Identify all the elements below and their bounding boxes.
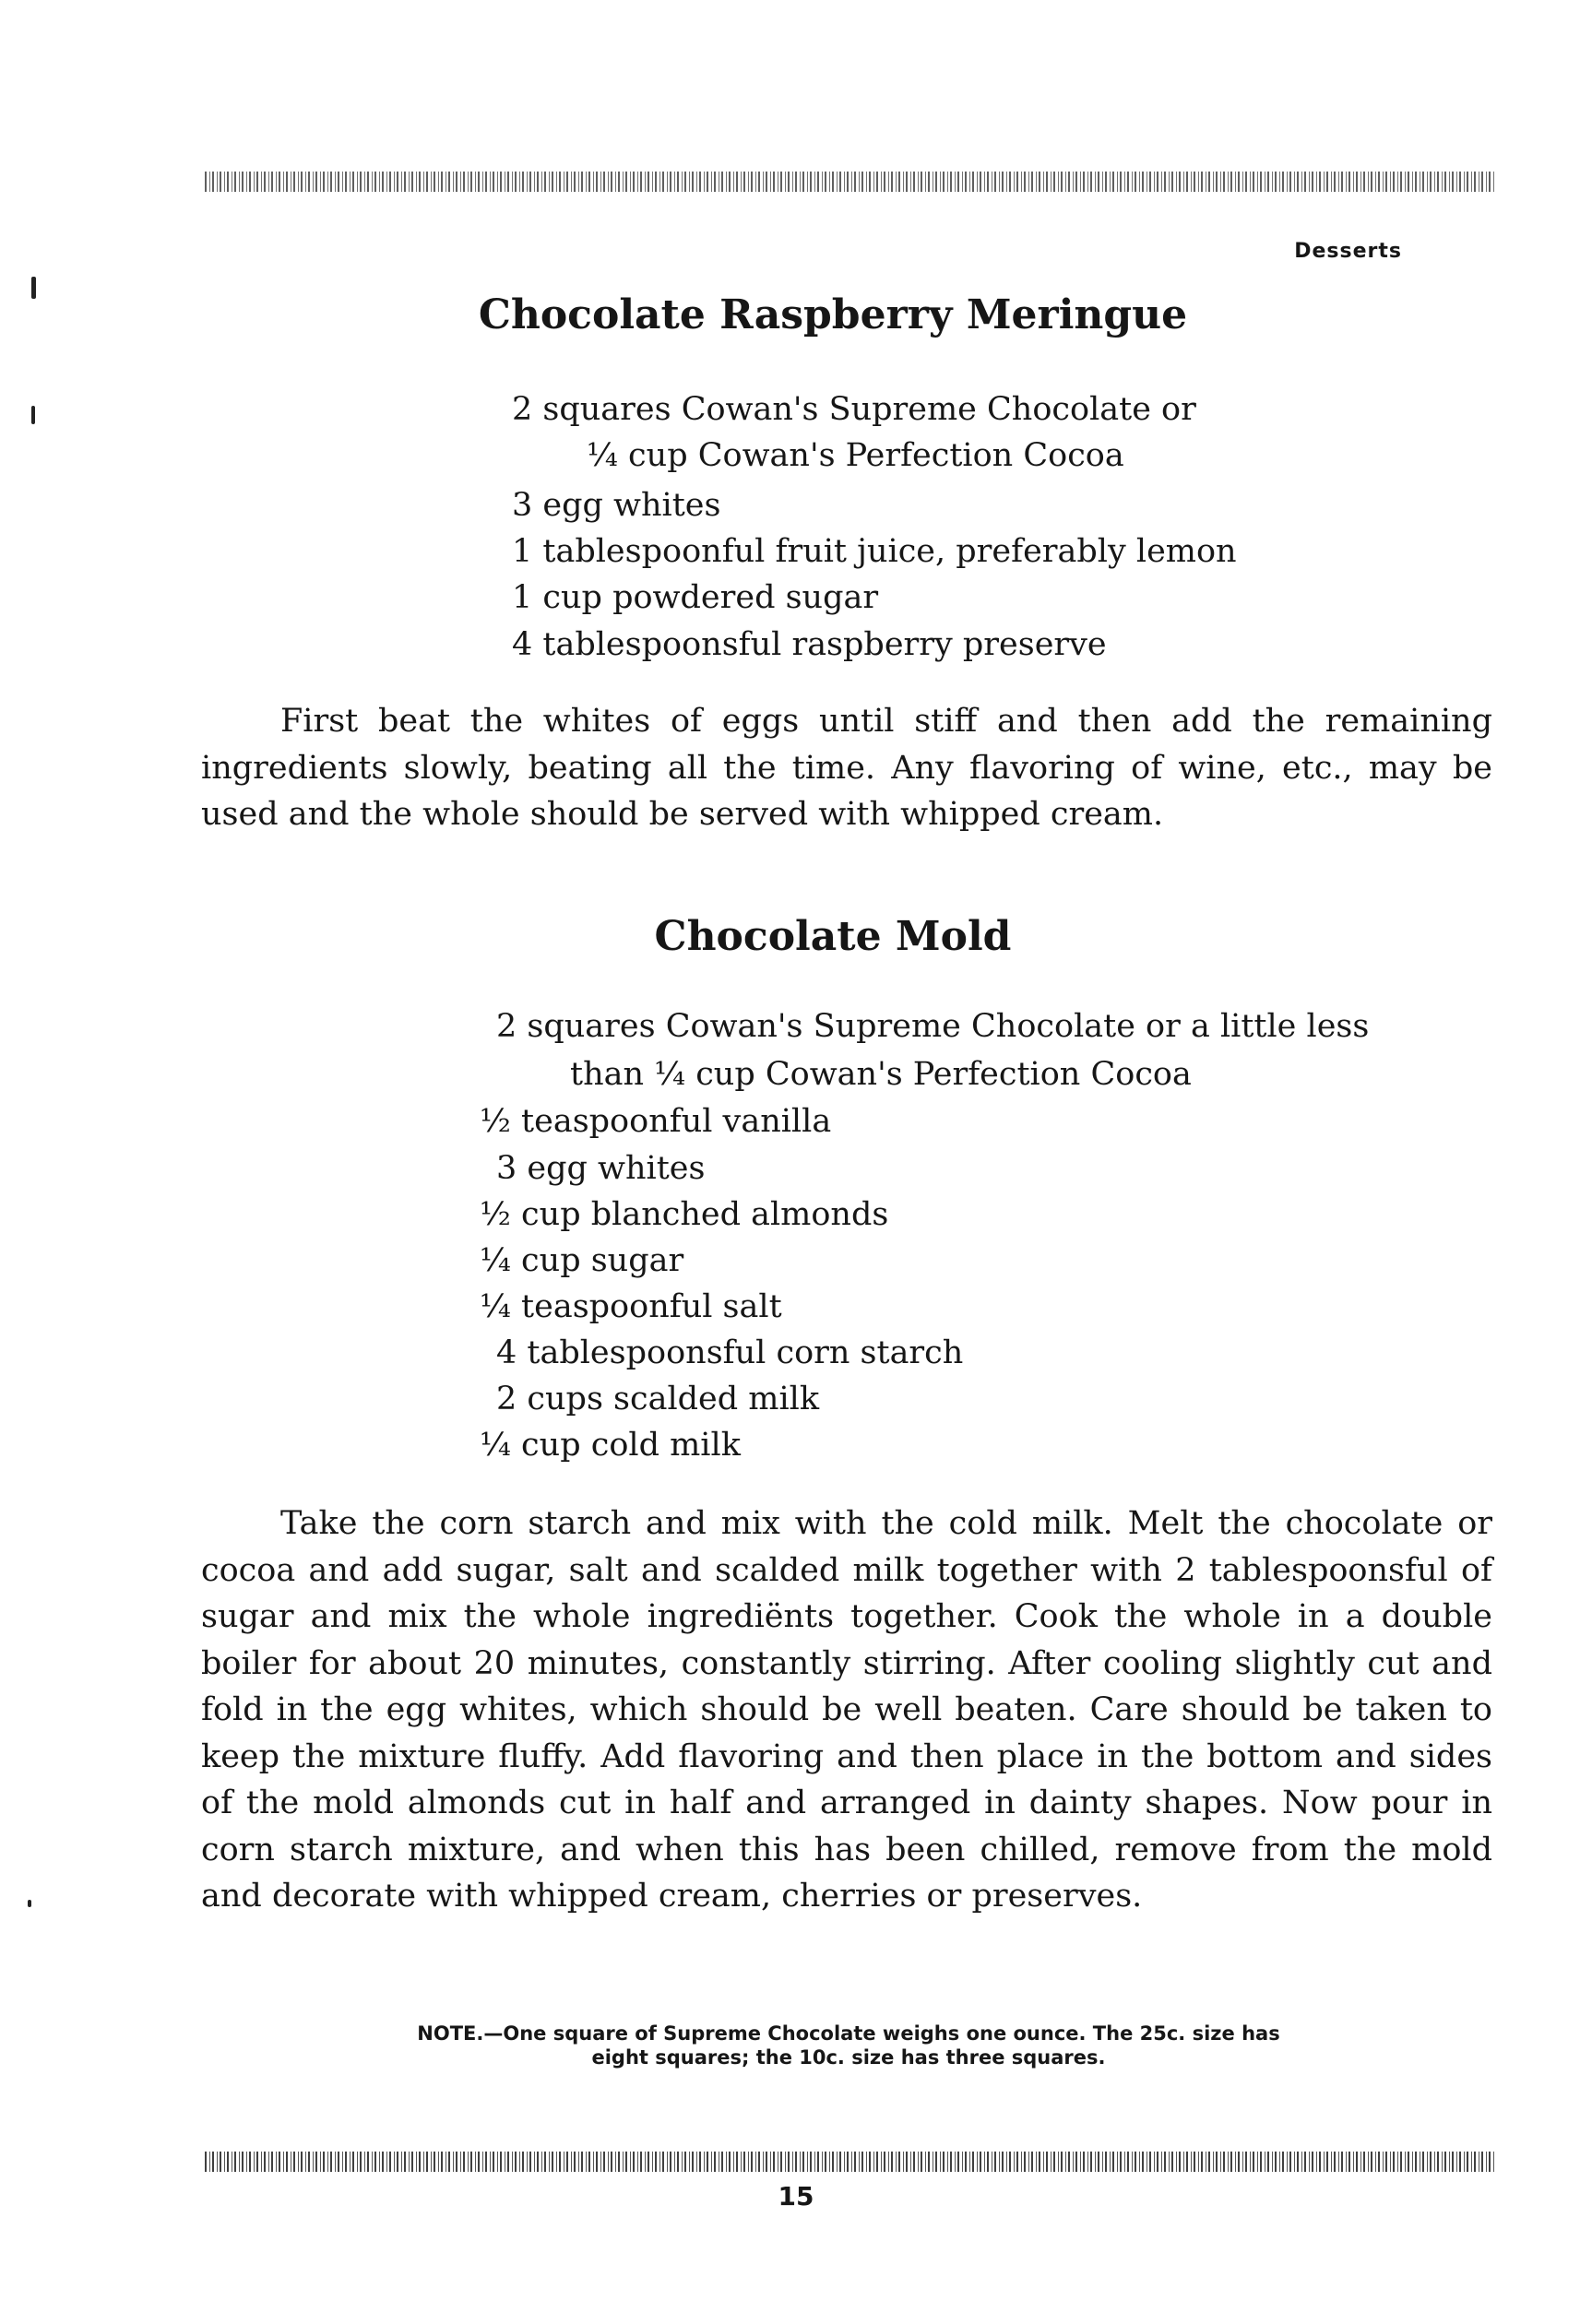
footnote — [249, 2022, 1448, 2069]
margin-speck — [28, 1900, 31, 1907]
method-paragraph-raspberry-meringue: First beat the whites of eggs until stiff and then add the remaining ingredients slowly, beating all the time. Any flavoring of wine, etc., may be used and the whole should be served with whipped cream. — [201, 703, 1492, 833]
ingredient-line: 4 tablespoonsful corn starch — [496, 1334, 964, 1371]
ingredient-line: 3 egg whites — [512, 487, 721, 524]
recipe-title-chocolate-mold: Chocolate Mold — [654, 913, 1012, 960]
ingredient-line: 2 cups scalded milk — [496, 1381, 820, 1417]
ingredient-line: ½ teaspoonful vanilla — [480, 1103, 832, 1140]
bottom-decorative-rule — [205, 2152, 1496, 2172]
page-number: 15 — [778, 2181, 814, 2211]
ingredient-line: 1 cup powdered sugar — [512, 579, 879, 616]
ingredient-line: ½ cup blanched almonds — [480, 1196, 889, 1233]
recipe-title-chocolate-raspberry-meringue: Chocolate Raspberry Meringue — [478, 291, 1188, 338]
ingredient-line: 1 tablespoonful fruit juice, preferably lemon — [512, 533, 1237, 570]
ingredient-line: ¼ cup sugar — [480, 1242, 684, 1279]
ingredient-line: ¼ cup cold milk — [480, 1427, 741, 1464]
ingredient-line: than ¼ cup Cowan's Perfection Cocoa — [570, 1056, 1192, 1093]
ingredient-line: 2 squares Cowan's Supreme Chocolate or a little less — [496, 1008, 1370, 1045]
ingredient-line: ¼ teaspoonful salt — [480, 1288, 782, 1325]
footnote-line: eight squares; the 10c. size has three squares. — [591, 2046, 1106, 2069]
ingredient-line: 2 squares Cowan's Supreme Chocolate or — [512, 391, 1196, 428]
top-decorative-rule — [205, 172, 1496, 192]
ingredient-line: 4 tablespoonsful raspberry preserve — [512, 626, 1107, 663]
section-header: Desserts — [1294, 240, 1402, 263]
margin-speck — [31, 406, 35, 424]
ingredient-line: ¼ cup Cowan's Perfection Cocoa — [587, 437, 1124, 474]
ingredient-line: 3 egg whites — [496, 1150, 706, 1187]
method-paragraph-chocolate-mold: Take the corn starch and mix with the cold milk. Melt the chocolate or cocoa and add sugar, salt and scalded milk together with 2 tablespoonsful of sugar and mix the whole ingrediënts together. Cook the whole in a double boiler for about 20 minutes, constantly stirring. After cooling slightly cut and fold in the egg whites, which should be well beaten. Care should be taken to keep the mixture fluffy. Add flavoring and then place in the bottom and sides of the mold almonds cut in half and arranged in dainty shapes. Now pour in corn starch mixture, and when this has been chilled, remove from the mold and decorate with whipped cream, cherries or preserves. — [201, 1505, 1492, 1915]
margin-speck — [31, 277, 36, 299]
footnote-line: NOTE.—One square of Supreme Chocolate weighs one ounce. The 25c. size has — [417, 2022, 1280, 2045]
